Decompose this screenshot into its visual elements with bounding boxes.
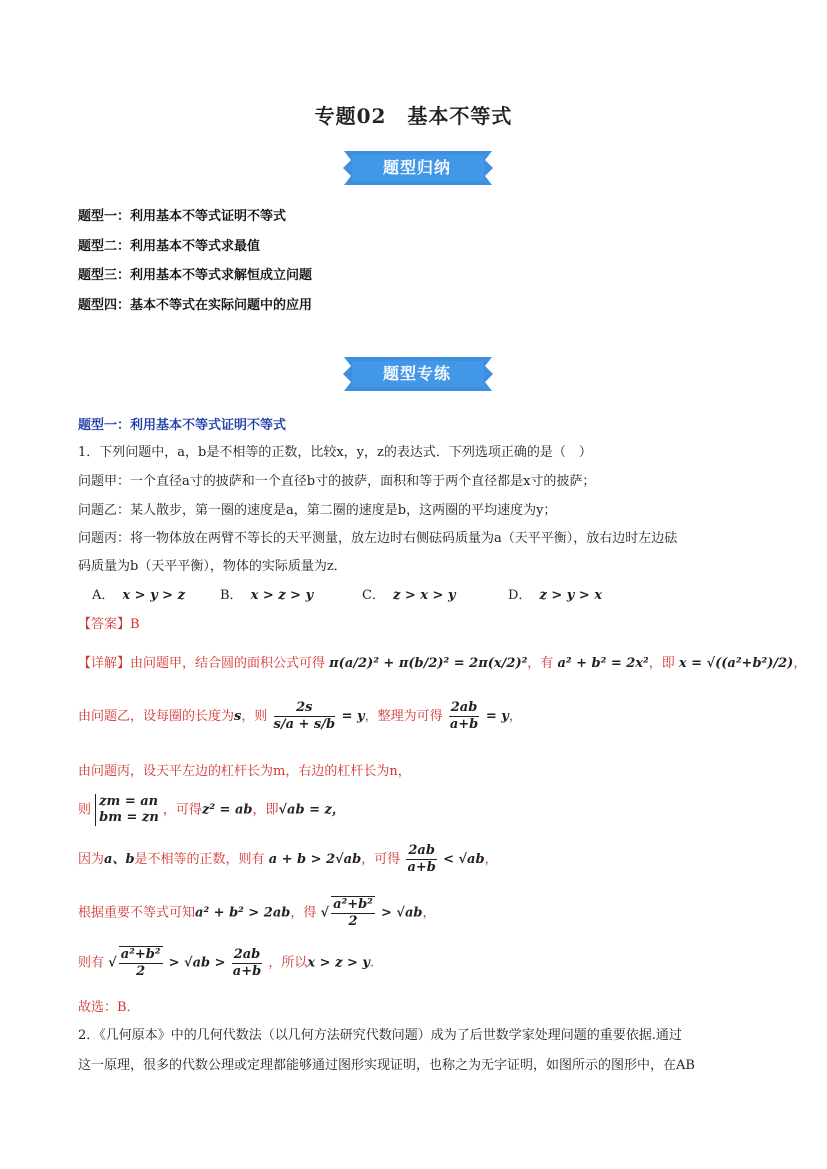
answer-label: 【答案】B [78,617,140,632]
q1-yi: 问题乙：某人散步，第一圈的速度是a，第二圈的速度是b，这两圈的平均速度为y； [78,503,557,518]
detail-line-1: 【详解】由问题甲，结合圆的面积公式可得 π(a/2)² + π(b/2)² = 2π(x/2)²，有 a² + b² = 2x²，即 x = √((a²+b²)/2)， [78,656,807,671]
math-avg-speed: $\frac{2s}{s/a + s/b}$ [273,700,336,732]
math-harmonic-2: $\frac{2ab}{a+b}$ [407,843,436,875]
section-heading: 题型一：利用基本不等式证明不等式 [78,418,287,433]
math-system: zm = an bm = zn [95,794,159,826]
option-d: D． z > y > x [508,588,603,603]
q1-bing-line2: 码质量为b（天平平衡），物体的实际质量为z． [78,559,347,574]
option-c: C． z > x > y [362,588,456,603]
q1-jia: 问题甲：一个直径a寸的披萨和一个直径b寸的披萨，面积和等于两个直径都是x寸的披萨； [78,474,596,489]
type-item-4: 题型四：基本不等式在实际问题中的应用 [78,298,313,313]
q2-line-1: 2．《几何原本》中的几何代数法（以几何方法研究代数问题）成为了后世数学家处理问题的重要依据.通过 [78,1028,682,1043]
type-item-3: 题型三：利用基本不等式求解恒成立问题 [78,268,313,283]
math-harmonic: $\frac{2ab}{a+b}$ [449,700,479,732]
detail-line-2: 由问题乙，设每圈的长度为s，则 $\frac{2s}{s/a + s/b}$ = y，整理为可得 $\frac{2ab}{a+b}$ = y， [78,700,522,732]
conclusion: 故选：B． [78,1000,140,1015]
math-x-expression: x = √((a²+b²)/2) [678,656,794,671]
q1-stem: 1．下列问题中，a，b是不相等的正数，比较x，y，z的表达式．下列选项正确的是（ ） [78,445,592,460]
math-sum-squares: a² + b² = 2x² [557,656,649,671]
type-item-2: 题型二：利用基本不等式求最值 [78,239,261,254]
option-a: A． x > y > z [92,588,185,603]
detail-line-4: 则 zm = an bm = zn ，可得z² = ab，即√ab = z， [78,794,345,825]
banner-summary [338,148,496,188]
math-rms: $\frac{\text{a²+b²}}{2}$ [333,897,373,929]
q1-bing-line1: 问题丙：将一物体放在两臂不等长的天平测量，放左边时右侧砝码质量为a（天平平衡），放右边时左边砝 [78,531,678,546]
banner-practice [338,354,496,394]
math-area-eq: π(a/2)² + π(b/2)² = 2π(x/2)² [329,656,528,671]
detail-line-6: 根据重要不等式可知a² + b² > 2ab，得 √ $\frac{\text{a²+b²}}{2}$ > √ab， [78,897,436,929]
type-item-1: 题型一：利用基本不等式证明不等式 [78,209,287,224]
detail-line-7: 则有 √ $\frac{\text{a²+b²}}{2}$ > √ab > $\frac{2ab}{a+b}$ ，所以x > z > y. [78,946,375,979]
banner-summary-label: 题型归纳 [382,158,451,177]
q2-line-2: 这一原理，很多的代数公理或定理都能够通过图形实现证明，也称之为无字证明，如图所示的图形中，在AB [78,1058,695,1073]
detail-line-5: 因为a、b是不相等的正数，则有 a + b > 2√ab，可得 $\frac{2ab}{a+b}$ < √ab， [78,843,498,875]
page-title: 专题02 基本不等式 [314,104,513,128]
detail-line-3: 由问题丙，设天平左边的杠杆长为m，右边的杠杆长为n， [78,764,411,779]
option-b: B． x > z > y [220,588,314,603]
banner-practice-label: 题型专练 [382,364,451,383]
